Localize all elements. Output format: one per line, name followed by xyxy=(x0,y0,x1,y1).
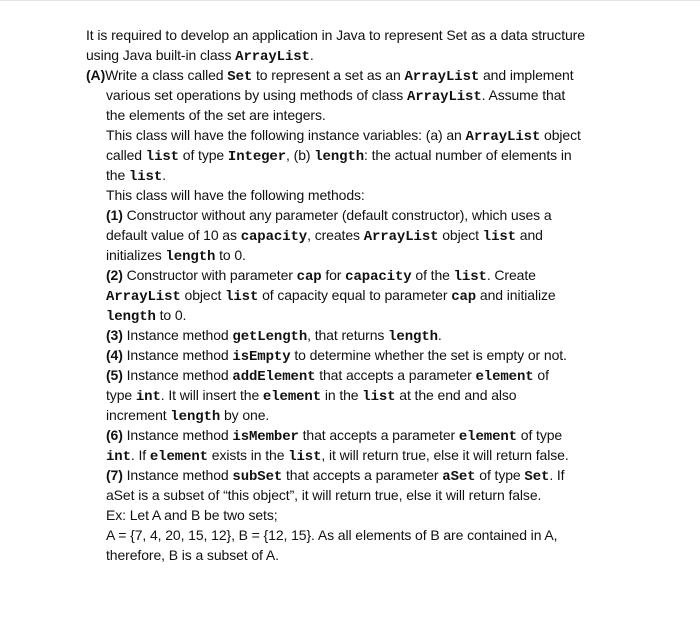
method-1-text: default value of 10 as xyxy=(106,227,241,243)
section-a-label: (A) xyxy=(86,67,106,83)
method-5-line-3 xyxy=(106,405,269,427)
method-7-text: aSet is a subset of “this object”, it will return true, else it will return false. xyxy=(106,487,542,503)
method-6-text: , it will return true, else it will return false. xyxy=(321,447,569,463)
code-addelement: addElement xyxy=(232,369,316,385)
method-2-text: and initialize xyxy=(476,287,556,303)
code-cap: cap xyxy=(296,269,322,285)
method-1-line-3 xyxy=(106,245,246,267)
method-1-text: object xyxy=(438,227,483,243)
method-5-text: of xyxy=(533,367,549,383)
section-a-line-3 xyxy=(106,105,326,125)
instance-vars-text: called xyxy=(106,147,146,163)
code-int: int xyxy=(135,389,161,405)
code-list: list xyxy=(482,229,516,245)
code-element: element xyxy=(149,449,208,465)
section-a-line-1 xyxy=(86,65,574,87)
code-arraylist: ArrayList xyxy=(404,69,480,85)
method-6-text: of type xyxy=(517,427,563,443)
section-a-text: to represent a set as an xyxy=(252,67,405,83)
method-1-text: to 0. xyxy=(215,247,246,263)
method-2-text: of capacity equal to parameter xyxy=(258,287,452,303)
method-5-line-1 xyxy=(106,365,549,387)
method-7-line-2 xyxy=(106,485,541,505)
method-4-text: to determine whether the set is empty or not. xyxy=(290,347,567,363)
intro-text: using Java built-in class xyxy=(86,47,236,63)
code-element: element xyxy=(262,389,322,405)
method-5-text: increment xyxy=(106,407,171,423)
method-5-text: . It will insert the xyxy=(160,387,263,403)
method-1-line-2 xyxy=(106,225,543,247)
method-5-text: in the xyxy=(321,387,363,403)
intro-line-1 xyxy=(86,25,585,45)
code-capacity: capacity xyxy=(345,269,412,285)
method-5-line-2 xyxy=(106,385,517,407)
code-cap: cap xyxy=(451,289,477,305)
method-6-text: exists in the xyxy=(207,447,289,463)
method-5-text: by one. xyxy=(220,407,270,423)
method-7-text: of type xyxy=(475,467,525,483)
method-1-text: and xyxy=(515,227,543,243)
method-7-text: . If xyxy=(549,467,565,483)
method-2-text: of the xyxy=(411,267,454,283)
section-a-text: the elements of the set are integers. xyxy=(106,107,326,123)
method-3-text: , that returns xyxy=(307,327,389,343)
method-2-line-1 xyxy=(106,265,536,287)
intro-line-2 xyxy=(86,45,314,67)
methods-intro-text: This class will have the following methods: xyxy=(106,187,365,203)
section-a-line-2 xyxy=(106,85,565,107)
method-7-example-sets xyxy=(106,525,557,545)
method-2-text: . Create xyxy=(486,267,536,283)
method-5-text: at the end and also xyxy=(395,387,517,403)
code-length: length xyxy=(170,409,221,425)
instance-vars-text: This class will have the following instance variables: (a) an xyxy=(106,127,466,143)
method-6-line-2 xyxy=(106,445,569,467)
code-arraylist: ArrayList xyxy=(235,49,310,65)
method-5-text: Instance method xyxy=(122,367,233,383)
method-2-text: object xyxy=(180,287,226,303)
method-4-label: (4) xyxy=(106,347,123,363)
method-4-text: Instance method xyxy=(122,347,233,363)
intro-text: . xyxy=(309,47,314,63)
code-integer: Integer xyxy=(227,149,287,165)
instance-vars-text: the xyxy=(106,167,129,183)
method-2-line-2 xyxy=(106,285,556,307)
code-list: list xyxy=(145,149,179,165)
method-1-line-1 xyxy=(106,205,552,225)
section-a-text: Write a class called xyxy=(105,67,228,83)
code-length: length xyxy=(165,249,216,265)
code-aset: aSet xyxy=(442,469,476,485)
code-list: list xyxy=(225,289,259,305)
method-7-example-conclusion xyxy=(106,545,279,565)
method-6-text: that accepts a parameter xyxy=(298,427,459,443)
method-4-line xyxy=(106,345,567,367)
section-a-text: and implement xyxy=(479,67,574,83)
instance-vars-text: , (b) xyxy=(286,147,315,163)
instance-vars-line-3 xyxy=(106,165,166,187)
method-1-text: , creates xyxy=(307,227,364,243)
instance-vars-text: of type xyxy=(179,147,228,163)
instance-vars-text: : the actual number of elements in xyxy=(364,147,572,163)
method-2-line-3 xyxy=(106,305,186,327)
code-list: list xyxy=(453,269,487,285)
method-7-text: Ex: Let A and B be two sets; xyxy=(106,507,278,523)
method-2-text: to 0. xyxy=(155,307,187,323)
instance-vars-text: object xyxy=(540,127,581,143)
code-arraylist: ArrayList xyxy=(106,289,181,305)
code-element: element xyxy=(458,429,517,445)
method-1-label: (1) xyxy=(106,207,123,223)
method-2-label: (2) xyxy=(106,267,123,283)
method-7-text: A = {7, 4, 20, 15, 12}, B = {12, 15}. As all elements of B are contained in A, xyxy=(106,527,558,543)
method-2-text: for xyxy=(321,267,346,283)
method-6-label: (6) xyxy=(106,427,123,443)
methods-intro xyxy=(106,185,365,205)
code-arraylist: ArrayList xyxy=(465,129,541,145)
section-a-text: . Assume that xyxy=(481,87,566,103)
method-7-text: Instance method xyxy=(122,467,233,483)
code-capacity: capacity xyxy=(240,229,308,245)
method-1-text: initializes xyxy=(106,247,166,263)
method-6-text: . If xyxy=(130,447,150,463)
method-3-line xyxy=(106,325,442,347)
code-list: list xyxy=(288,449,322,465)
method-3-text: . xyxy=(437,327,442,343)
code-arraylist: ArrayList xyxy=(363,229,439,245)
section-a-text: various set operations by using methods of class xyxy=(106,87,407,103)
method-5-text: that accepts a parameter xyxy=(315,367,476,383)
instance-vars-line-2 xyxy=(106,145,572,167)
intro-text: It is required to develop an application in Java to represent Set as a data structure xyxy=(86,27,585,43)
code-set: Set xyxy=(524,469,550,485)
method-1-text: Constructor without any parameter (default constructor), which uses a xyxy=(122,207,552,223)
instance-vars-line-1 xyxy=(106,125,581,147)
code-isempty: isEmpty xyxy=(232,349,291,365)
code-length: length xyxy=(314,149,365,165)
method-7-label: (7) xyxy=(106,467,123,483)
code-ismember: isMember xyxy=(232,429,299,445)
code-list: list xyxy=(362,389,396,405)
code-getlength: getLength xyxy=(232,329,308,345)
code-list: list xyxy=(128,169,163,185)
code-set: Set xyxy=(227,69,253,85)
method-3-text: Instance method xyxy=(122,327,233,343)
code-subset: subSet xyxy=(232,469,283,485)
method-3-label: (3) xyxy=(106,327,123,343)
code-int: int xyxy=(106,449,131,465)
method-6-text: Instance method xyxy=(122,427,233,443)
method-7-line-1 xyxy=(106,465,564,487)
method-7-text: that accepts a parameter xyxy=(282,467,443,483)
code-element: element xyxy=(475,369,534,385)
method-7-example-heading xyxy=(106,505,278,525)
method-5-label: (5) xyxy=(106,367,123,383)
method-5-text: type xyxy=(106,387,136,403)
instance-vars-text: . xyxy=(162,167,166,183)
method-6-line-1 xyxy=(106,425,562,447)
code-arraylist: ArrayList xyxy=(406,89,482,105)
code-length: length xyxy=(388,329,438,345)
code-length: length xyxy=(106,309,156,325)
method-7-text: therefore, B is a subset of A. xyxy=(106,547,279,563)
method-2-text: Constructor with parameter xyxy=(122,267,297,283)
